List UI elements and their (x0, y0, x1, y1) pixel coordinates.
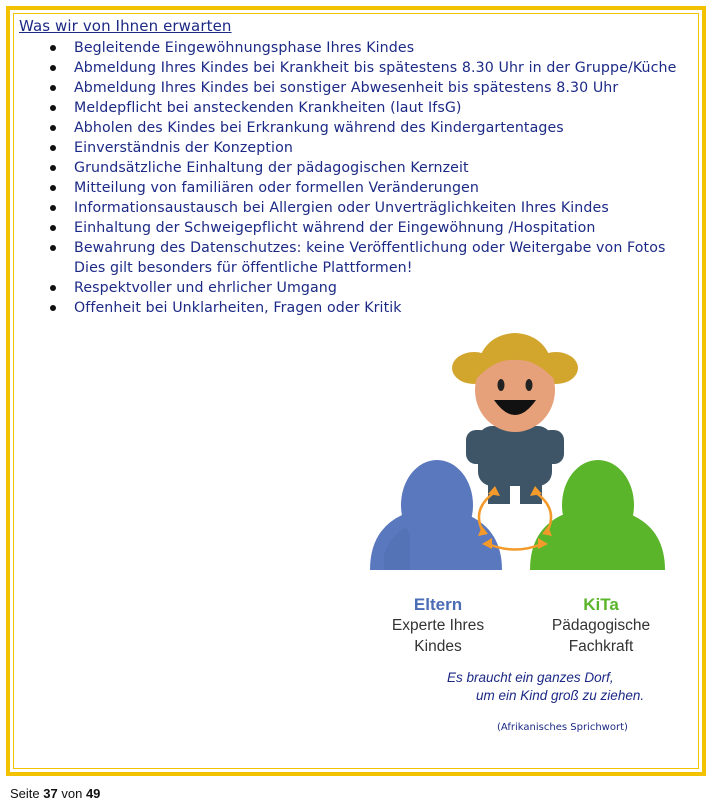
bullet-icon (50, 245, 56, 251)
eltern-title: Eltern (413, 595, 463, 614)
list-item: Respektvoller und ehrlicher Umgang (50, 278, 700, 298)
list-item: Offenheit bei Unklarheiten, Fragen oder Kritik (50, 298, 700, 318)
eltern-subtitle: Experte Ihres Kindes (391, 617, 485, 655)
list-item: Einhaltung der Schweigepflicht während der Eingewöhnung /Hospitation (50, 218, 700, 238)
list-item: Bewahrung des Datenschutzes: keine Veröffentlichung oder Weitergabe von Fotos Dies gilt besonders für öffentliche Plattformen! (50, 238, 700, 278)
child-figure-icon (452, 333, 578, 504)
list-item: Einverständnis der Konzeption (50, 138, 700, 158)
kita-title: KiTa (583, 595, 619, 614)
bullet-icon (50, 105, 56, 111)
list-item: Mitteilung von familiären oder formellen Veränderungen (50, 178, 700, 198)
list-item-continuation: Dies gilt besonders für öffentliche Plattformen! (74, 260, 413, 276)
expectations-list (50, 38, 700, 318)
partnership-illustration (370, 330, 690, 590)
page-number-footer: Seite 37 von 49 (10, 786, 101, 801)
list-item: Meldepflicht bei ansteckenden Krankheiten (laut IfsG) (50, 98, 700, 118)
list-item: Abholen des Kindes bei Erkrankung während des Kindergartentages (50, 118, 700, 138)
bullet-icon (50, 85, 56, 91)
bullet-icon (50, 205, 56, 211)
current-page: 37 (43, 786, 58, 801)
bullet-icon (50, 65, 56, 71)
quote-line-2: um ein Kind groß zu ziehen. (476, 688, 645, 703)
bullet-icon (50, 145, 56, 151)
list-item: Abmeldung Ihres Kindes bei sonstiger Abwesenheit bis spätestens 8.30 Uhr (50, 78, 700, 98)
list-item: Grundsätzliche Einhaltung der pädagogischen Kernzeit (50, 158, 700, 178)
bullet-icon (50, 305, 56, 311)
bullet-icon (50, 125, 56, 131)
section-heading: Was wir von Ihnen erwarten (19, 17, 232, 35)
bullet-icon (50, 165, 56, 171)
bullet-icon (50, 285, 56, 291)
total-pages: 49 (85, 786, 101, 801)
bullet-icon (50, 185, 56, 191)
bullet-icon (50, 225, 56, 231)
quote-source: (Afrikanisches Sprichwort) (497, 722, 628, 733)
kita-subtitle: Pädagogische Fachkraft (551, 617, 651, 655)
list-item: Begleitende Eingewöhnungsphase Ihres Kindes (50, 38, 700, 58)
list-item: Abmeldung Ihres Kindes bei Krankheit bis spätestens 8.30 Uhr in der Gruppe/Küche (50, 58, 700, 78)
bullet-icon (50, 45, 56, 51)
list-item: Informationsaustausch bei Allergien oder Unverträglichkeiten Ihres Kindes (50, 198, 700, 218)
quote-line-1: Es braucht ein ganzes Dorf, (447, 670, 614, 685)
